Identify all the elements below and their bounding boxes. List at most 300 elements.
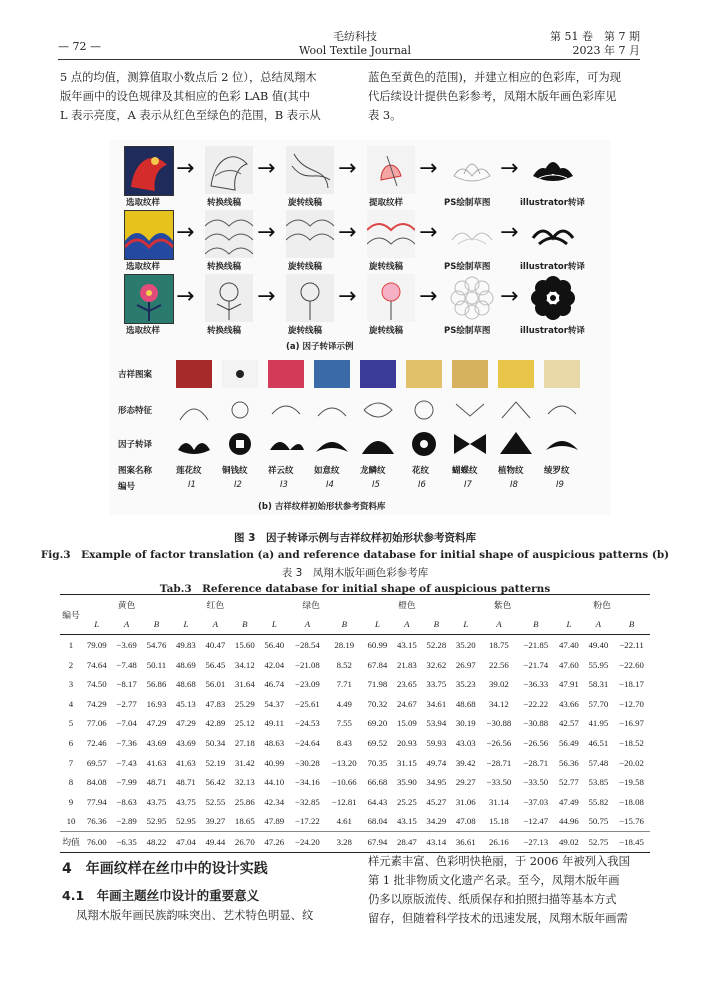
table-cell: −21.08 xyxy=(295,659,320,670)
column-subheader: A xyxy=(304,619,311,630)
table-cell: 33.75 xyxy=(426,679,447,690)
table-cell: −18.52 xyxy=(619,737,644,748)
rotated-line-drawing-image xyxy=(286,146,334,194)
row-label: 吉祥图案 xyxy=(118,370,153,380)
figure-caption-en: Fig.3 Example of factor translation (a) and reference database for initial shape of auspicious patterns (b) xyxy=(40,549,670,561)
pattern-image-colored xyxy=(124,274,174,324)
row-id-cell: 4 xyxy=(68,698,74,709)
table-cell: −7.36 xyxy=(116,737,137,748)
text-line: 5 点的均值，测算值取小数点后 2 位），总结凤翔木 xyxy=(60,71,317,84)
header-rule xyxy=(58,59,640,60)
table-cell: 57.48 xyxy=(588,757,609,768)
running-header-right xyxy=(550,30,640,58)
table-cell: −12.81 xyxy=(331,796,357,807)
section-heading-4-1: 4.1 年画主题丝巾设计的重要意义 xyxy=(62,888,260,903)
table-cell: 67.94 xyxy=(367,836,388,847)
table-cell: 58.31 xyxy=(588,679,609,690)
line-drawing-image xyxy=(205,274,253,322)
table-cell: −24.20 xyxy=(295,836,320,847)
table-cell: 52.95 xyxy=(146,816,167,827)
table-cell: 69.57 xyxy=(86,757,107,768)
table-caption-en: Tab.3 Reference database for initial shape of auspicious patterns xyxy=(159,583,551,595)
step-label: 旋转线稿 xyxy=(288,198,323,208)
table-body xyxy=(60,635,650,853)
table-cell: 48.68 xyxy=(455,698,476,709)
step-label: PS绘制草图 xyxy=(444,326,491,336)
text-line: 仍多以原版流传、纸质保存和拍照扫描等基本方式 xyxy=(368,893,617,906)
table-header-id: 编号 xyxy=(60,595,82,635)
table-cell: 44.96 xyxy=(559,816,579,827)
table-cell: −25.61 xyxy=(295,698,320,709)
table-cell: −28.71 xyxy=(486,757,512,768)
rotated-line-drawing-image xyxy=(367,210,415,258)
table-cell: 29.27 xyxy=(455,777,476,788)
table-cell: 31.14 xyxy=(489,796,509,807)
table-cell: 18.65 xyxy=(234,816,255,827)
pattern-image-colored xyxy=(124,146,174,196)
table-cell: 35.20 xyxy=(455,639,476,650)
table-cell: 31.06 xyxy=(455,796,476,807)
table-cell: 47.29 xyxy=(146,718,167,729)
table-cell: 77.94 xyxy=(86,796,107,807)
column-subheader: A xyxy=(123,619,130,630)
step-label: illustrator转译 xyxy=(520,326,585,336)
table-cell: −2.89 xyxy=(116,816,137,827)
text-line: 凤翔木版年画民族韵味突出、艺术特色明显、纹 xyxy=(76,909,314,922)
text-line: 表 3。 xyxy=(368,109,402,122)
column-subheader: L xyxy=(463,619,469,630)
table-cell: 43.75 xyxy=(146,796,167,807)
table-cell: −20.02 xyxy=(619,757,644,768)
table-cell: 56.01 xyxy=(205,679,226,690)
table-cell: 35.90 xyxy=(396,777,417,788)
table-cell: 49.44 xyxy=(205,836,226,847)
table-cell: −32.85 xyxy=(295,796,320,807)
table-cell: 46.74 xyxy=(264,679,285,690)
table-cell: 41.63 xyxy=(176,757,196,768)
table-cell: 35.23 xyxy=(455,679,476,690)
arrow-icon: → xyxy=(176,220,195,245)
table-cell: 64.43 xyxy=(367,796,388,807)
row-id-cell: 2 xyxy=(68,659,74,670)
pattern-name: 祥云纹 xyxy=(268,466,294,476)
table-cell: 54.76 xyxy=(146,639,167,650)
column-subheader: L xyxy=(183,619,189,630)
step-label: PS绘制草图 xyxy=(444,262,491,272)
text-line: 代后续设计提供色彩参考，凤翔木版年画色彩库见 xyxy=(368,90,617,103)
step-label: 选取纹样 xyxy=(126,262,161,272)
table-cell: −21.85 xyxy=(523,639,549,650)
table-cell: −23.09 xyxy=(295,679,320,690)
table-cell: 52.77 xyxy=(559,777,579,788)
table-cell: −22.11 xyxy=(619,639,644,650)
row-label: 图案名称 xyxy=(118,466,153,476)
table-cell: 48.63 xyxy=(264,737,285,748)
pattern-code: I7 xyxy=(464,480,472,490)
table-cell: 60.99 xyxy=(367,639,388,650)
pattern-name: 植物纹 xyxy=(498,466,524,476)
table-cell: 15.18 xyxy=(489,816,509,827)
table-cell: 39.02 xyxy=(489,679,509,690)
table-cell: 68.04 xyxy=(367,816,388,827)
table-cell: 25.25 xyxy=(396,796,417,807)
table-cell: 25.12 xyxy=(234,718,255,729)
table-cell: −7.04 xyxy=(116,718,137,729)
row-id-cell: 8 xyxy=(68,777,74,788)
table-cell: 53.94 xyxy=(426,718,447,729)
column-subheader: B xyxy=(153,619,160,630)
table-cell: −15.76 xyxy=(619,816,644,827)
table-cell: −7.48 xyxy=(116,659,137,670)
text-line: 版年画中的设色规律及其相应的色彩 LAB 值(其中 xyxy=(60,90,311,103)
pattern-name: 莲花纹 xyxy=(176,466,202,476)
pattern-codes-row xyxy=(172,480,612,494)
row-label: 形态特征 xyxy=(118,406,153,416)
table-cell: 48.71 xyxy=(176,777,196,788)
step-label: 选取纹样 xyxy=(126,198,161,208)
ps-sketch-image xyxy=(448,210,496,258)
table-cell: 43.03 xyxy=(455,737,476,748)
table-cell: 70.32 xyxy=(367,698,388,709)
table-cell: 52.55 xyxy=(205,796,226,807)
table-cell: −36.33 xyxy=(523,679,549,690)
table-row xyxy=(60,753,650,773)
row-id-cell: 10 xyxy=(66,816,76,827)
table-row xyxy=(60,812,650,832)
table-cell: −7.99 xyxy=(116,777,137,788)
table-cell: −16.97 xyxy=(619,718,644,729)
table-cell: 39.27 xyxy=(205,816,226,827)
table-cell: 34.12 xyxy=(234,659,255,670)
table-cell: 41.63 xyxy=(146,757,167,768)
table-cell: 4.61 xyxy=(336,816,352,827)
table-cell: 47.26 xyxy=(264,836,285,847)
table-cell: 26.16 xyxy=(489,836,509,847)
table-cell: 41.95 xyxy=(588,718,609,729)
column-subheader: B xyxy=(433,619,439,630)
journal-title-en: Wool Textile Journal xyxy=(298,44,411,57)
extracted-pattern-image xyxy=(367,146,415,194)
row-id-cell: 6 xyxy=(68,737,74,748)
page-number: — 72 — xyxy=(58,40,101,53)
arrow-icon: → xyxy=(257,284,276,309)
pattern-code: I8 xyxy=(510,480,518,490)
table-cell: 43.15 xyxy=(396,639,417,650)
table-cell: 36.61 xyxy=(455,836,476,847)
arrow-icon: → xyxy=(338,156,357,181)
table-cell: 54.37 xyxy=(264,698,285,709)
table-cell: −22.60 xyxy=(619,659,644,670)
table-cell: 52.28 xyxy=(426,639,447,650)
arrow-icon: → xyxy=(419,220,438,245)
ps-sketch-image xyxy=(448,274,496,322)
section-heading-4: 4 年画纹样在丝巾中的设计实践 xyxy=(62,861,268,877)
table-cell: 32.62 xyxy=(426,659,447,670)
table-cell: 27.18 xyxy=(234,737,255,748)
table-cell: 56.45 xyxy=(205,659,226,670)
column-subheader: B xyxy=(341,619,347,630)
table-cell: 71.98 xyxy=(367,679,388,690)
arrow-icon: → xyxy=(500,220,519,245)
pattern-code: I3 xyxy=(280,480,288,490)
table-cell: 16.93 xyxy=(146,698,167,709)
table-cell: −33.50 xyxy=(523,777,549,788)
table-row xyxy=(60,714,650,734)
table-caption-cn: 表 3 凤翔木版年画色彩参考库 xyxy=(281,567,429,579)
table-cell: 47.91 xyxy=(559,679,579,690)
table-cell: 47.83 xyxy=(205,698,226,709)
journal-title-cn: 毛纺科技 xyxy=(333,30,377,43)
column-subheader: B xyxy=(533,619,539,630)
table-row xyxy=(60,635,650,655)
table-cell: 32.13 xyxy=(234,777,255,788)
table-cell: 48.22 xyxy=(146,836,167,847)
pattern-code: I1 xyxy=(188,480,196,490)
table-row xyxy=(60,674,650,694)
table-cell: 52.19 xyxy=(205,757,226,768)
figure-3 xyxy=(110,140,610,515)
table-cell: −17.22 xyxy=(295,816,320,827)
table-cell: 50.75 xyxy=(588,816,609,827)
row-id-cell: 均值 xyxy=(62,837,80,848)
row-id-cell: 3 xyxy=(68,679,74,690)
pattern-name: 龙鳞纹 xyxy=(360,466,386,476)
table-cell: −13.20 xyxy=(331,757,357,768)
table-cell: 53.85 xyxy=(588,777,609,788)
table-cell: −34.16 xyxy=(295,777,320,788)
table-cell: 8.43 xyxy=(336,737,352,748)
table-cell: 49.74 xyxy=(426,757,447,768)
body-right-column xyxy=(368,852,653,928)
form-feature-row xyxy=(172,394,612,426)
table-cell: 45.13 xyxy=(176,698,196,709)
ps-sketch-image xyxy=(448,146,496,194)
table-cell: 42.57 xyxy=(559,718,579,729)
table-cell: 21.83 xyxy=(396,659,417,670)
body-left-column xyxy=(76,906,352,925)
rotated-line-drawing-image xyxy=(367,274,415,322)
table-cell: 74.29 xyxy=(86,698,107,709)
text-line: 蓝色至黄色的范围)，并建立相应的色彩库，可为现 xyxy=(368,71,621,84)
table-cell: −7.43 xyxy=(116,757,137,768)
issue-date: 2023 年 7 月 xyxy=(572,44,640,57)
table-cell: −26.56 xyxy=(486,737,512,748)
pattern-code: I5 xyxy=(372,480,380,490)
table-cell: 59.93 xyxy=(426,737,447,748)
table-row xyxy=(60,832,650,853)
table-cell: −28.54 xyxy=(295,639,320,650)
pattern-name: 如意纹 xyxy=(314,466,340,476)
table-cell: −33.50 xyxy=(486,777,512,788)
table-cell: 50.34 xyxy=(205,737,226,748)
table-cell: −26.56 xyxy=(523,737,549,748)
table-cell: −12.47 xyxy=(523,816,549,827)
table-cell: 67.84 xyxy=(367,659,388,670)
table-cell: 47.89 xyxy=(264,816,285,827)
step-label: 转换线稿 xyxy=(207,198,242,208)
table-cell: 28.19 xyxy=(334,639,355,650)
table-cell: 26.97 xyxy=(455,659,476,670)
pattern-image-colored xyxy=(124,210,174,260)
group-header: 绿色 xyxy=(302,600,320,611)
table-cell: 47.60 xyxy=(559,659,579,670)
arrow-icon: → xyxy=(500,284,519,309)
table-cell: 34.29 xyxy=(426,816,447,827)
pattern-name: 铜钱纹 xyxy=(222,466,248,476)
table-cell: 42.04 xyxy=(264,659,285,670)
table-cell: 56.42 xyxy=(205,777,226,788)
table-cell: −21.74 xyxy=(523,659,549,670)
row-label: 编号 xyxy=(118,482,136,492)
table-cell: −24.53 xyxy=(295,718,320,729)
row-id-cell: 1 xyxy=(68,639,74,650)
table-cell: −18.08 xyxy=(619,796,644,807)
table-cell: 31.42 xyxy=(234,757,255,768)
subfigure-caption-a: (a) 因子转译示例 xyxy=(286,342,354,352)
table-cell: 57.70 xyxy=(588,698,609,709)
table-cell: −30.88 xyxy=(523,718,549,729)
text-line: 样元素丰富、色彩明快艳丽，于 2006 年被列入我国 xyxy=(368,855,630,868)
figure-caption-cn: 图 3 因子转译示例与吉祥纹样初始形状参考资料库 xyxy=(234,532,476,544)
arrow-icon: → xyxy=(500,156,519,181)
intro-left-column xyxy=(60,68,350,125)
table-cell: 3.28 xyxy=(336,836,352,847)
column-subheader: L xyxy=(271,619,277,630)
column-subheader: A xyxy=(404,619,410,630)
table-cell: 43.69 xyxy=(146,737,167,748)
table-cell: −6.35 xyxy=(116,836,137,847)
arrow-icon: → xyxy=(419,284,438,309)
table-cell: 39.42 xyxy=(455,757,476,768)
table-cell: 74.50 xyxy=(86,679,107,690)
table-cell: 56.49 xyxy=(559,737,579,748)
column-subheader: B xyxy=(242,619,248,630)
table-cell: 20.93 xyxy=(396,737,417,748)
column-subheader: A xyxy=(595,619,602,630)
illustrator-pattern-image xyxy=(529,274,577,322)
pattern-name: 花纹 xyxy=(412,466,430,476)
table-cell: −30.28 xyxy=(295,757,320,768)
step-label: 转换线稿 xyxy=(207,262,242,272)
step-label: illustrator转译 xyxy=(520,198,585,208)
column-subheader: L xyxy=(566,619,572,630)
table-cell: 69.20 xyxy=(367,718,388,729)
table-cell: 47.08 xyxy=(455,816,476,827)
pattern-code: I6 xyxy=(418,480,426,490)
table-cell: 74.64 xyxy=(86,659,107,670)
table-cell: 18.75 xyxy=(489,639,509,650)
column-subheader: A xyxy=(496,619,502,630)
table-cell: 76.00 xyxy=(86,836,107,847)
table-cell: −22.22 xyxy=(523,698,549,709)
table-cell: 43.69 xyxy=(176,737,196,748)
step-label: illustrator转译 xyxy=(520,262,585,272)
illustrator-pattern-image xyxy=(529,146,577,194)
table-cell: −10.66 xyxy=(331,777,357,788)
arrow-icon: → xyxy=(338,220,357,245)
step-label: PS绘制草图 xyxy=(444,198,491,208)
table-cell: 23.65 xyxy=(396,679,417,690)
arrow-icon: → xyxy=(257,156,276,181)
table-cell: 52.75 xyxy=(588,836,609,847)
table-cell: 44.10 xyxy=(264,777,285,788)
table-cell: 8.52 xyxy=(336,659,352,670)
row-id-cell: 7 xyxy=(68,757,74,768)
group-header: 粉色 xyxy=(593,600,611,611)
table-row xyxy=(60,655,650,675)
table-cell: 45.27 xyxy=(426,796,447,807)
table-cell: 4.49 xyxy=(336,698,352,709)
table-cell: 43.15 xyxy=(396,816,417,827)
table-cell: 84.08 xyxy=(86,777,107,788)
row-label: 因子转译 xyxy=(118,440,153,450)
table-cell: −30.88 xyxy=(486,718,512,729)
group-header: 紫色 xyxy=(493,600,512,611)
subfigure-caption-b: (b) 吉祥纹样初始形状参考资料库 xyxy=(258,502,386,512)
table-cell: 43.75 xyxy=(176,796,196,807)
pattern-code: I9 xyxy=(556,480,564,490)
table-cell: −3.69 xyxy=(116,639,137,650)
step-label: 旋转线稿 xyxy=(288,326,323,336)
table-cell: −37.03 xyxy=(523,796,549,807)
pattern-name: 蝴蝶纹 xyxy=(452,466,478,476)
intro-right-column xyxy=(368,68,653,125)
table-cell: 72.46 xyxy=(86,737,107,748)
group-header: 橙色 xyxy=(398,600,416,611)
line-drawing-image xyxy=(205,210,253,258)
table-cell: 55.95 xyxy=(588,659,609,670)
rotated-line-drawing-image xyxy=(286,274,334,322)
table-cell: 42.89 xyxy=(205,718,226,729)
table-cell: 31.64 xyxy=(234,679,255,690)
illustrator-pattern-image xyxy=(529,210,577,258)
table-cell: 70.35 xyxy=(367,757,388,768)
table-cell: 49.40 xyxy=(588,639,609,650)
pattern-names-row xyxy=(172,464,612,478)
table-row xyxy=(60,694,650,714)
group-header: 红色 xyxy=(206,600,225,611)
table-subheader-row xyxy=(60,615,650,635)
table-cell: 24.67 xyxy=(396,698,417,709)
table-cell: 48.69 xyxy=(176,659,196,670)
table-cell: 46.51 xyxy=(588,737,609,748)
table-cell: 49.02 xyxy=(559,836,579,847)
table-cell: 55.82 xyxy=(588,796,609,807)
column-subheader: A xyxy=(212,619,219,630)
table-cell: 48.68 xyxy=(176,679,196,690)
table-cell: 28.47 xyxy=(396,836,417,847)
table-cell: 34.95 xyxy=(426,777,447,788)
table-cell: 30.19 xyxy=(455,718,476,729)
pattern-name: 绫罗纹 xyxy=(544,466,570,476)
table-cell: 34.12 xyxy=(489,698,509,709)
table-cell: 7.55 xyxy=(336,718,352,729)
table-cell: 66.68 xyxy=(367,777,388,788)
table-cell: 26.70 xyxy=(234,836,255,847)
table-cell: 40.99 xyxy=(264,757,285,768)
table-cell: 56.40 xyxy=(264,639,285,650)
table-cell: 34.61 xyxy=(426,698,447,709)
table-cell: 49.11 xyxy=(264,718,284,729)
table-cell: −24.64 xyxy=(295,737,320,748)
table-cell: 49.83 xyxy=(176,639,196,650)
row-id-cell: 9 xyxy=(68,796,74,807)
table-row xyxy=(60,772,650,792)
pattern-code: I4 xyxy=(326,480,334,490)
column-subheader: B xyxy=(628,619,635,630)
table-cell: −12.70 xyxy=(619,698,644,709)
table-cell: 40.47 xyxy=(205,639,226,650)
